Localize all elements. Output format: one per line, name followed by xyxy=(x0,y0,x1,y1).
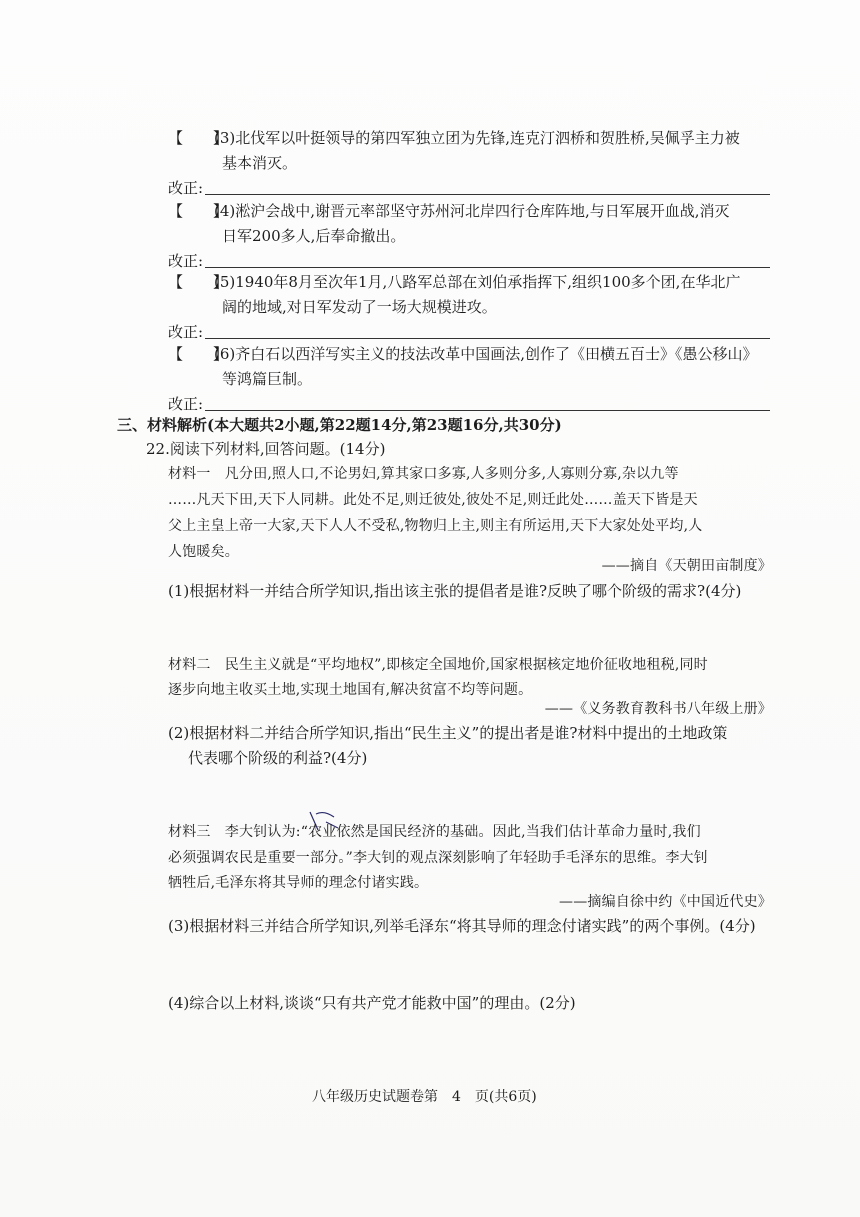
answer-bracket-4[interactable]: 【 】 xyxy=(168,202,229,220)
material-2-source: ——《义务教育教科书八年级上册》 xyxy=(544,701,772,717)
answer-bracket-5[interactable]: 【 】 xyxy=(168,273,229,291)
correction-label-3: 改正: xyxy=(168,179,204,197)
material-2-line2: 逐步向地主收买土地,实现土地国有,解决贫富不均等问题。 xyxy=(168,682,533,698)
material-1-line2: ……凡天下田,天下人同耕。此处不足,则迁彼处,彼处不足,则迁此处……盖天下皆是天 xyxy=(168,492,698,508)
answer-bracket-3[interactable]: 【 】 xyxy=(168,129,229,147)
correction-line-5[interactable] xyxy=(205,338,770,339)
material-3-source: ——摘编自徐中约《中国近代史》 xyxy=(559,894,772,910)
section-3-heading: 三、材料解析(本大题共2小题,第22题14分,第23题16分,共30分) xyxy=(117,416,562,434)
correction-line-3[interactable] xyxy=(205,194,770,195)
correction-label-6: 改正: xyxy=(168,395,204,413)
q22-sub2-line2: 代表哪个阶级的利益?(4分) xyxy=(188,749,368,767)
q22-sub4: (4)综合以上材料,谈谈“只有共产党才能救中国”的理由。(2分) xyxy=(168,994,576,1012)
item-6-line2: 等鸿篇巨制。 xyxy=(222,370,313,388)
item-3-line1: (3)北伐军以叶挺领导的第四军独立团为先锋,连克汀泗桥和贺胜桥,吴佩孚主力被 xyxy=(214,129,740,147)
material-3-line3: 牺牲后,毛泽东将其导师的理念付诸实践。 xyxy=(168,875,429,891)
material-3-line2: 必须强调农民是重要一部分。”李大钊的观点深刻影响了年轻助手毛泽东的思维。李大钊 xyxy=(168,850,708,866)
q22-sub1: (1)根据材料一并结合所学知识,指出该主张的提倡者是谁?反映了哪个阶级的需求?(4分) xyxy=(168,582,742,600)
item-5-line2: 阔的地域,对日军发动了一场大规模进攻。 xyxy=(222,298,497,316)
material-1-line3: 父上主皇上帝一大家,天下人人不受私,物物归上主,则主有所运用,天下大家处处平均,人 xyxy=(168,518,703,534)
item-4-line1: (4)淞沪会战中,谢晋元率部坚守苏州河北岸四行仓库阵地,与日军展开血战,消灭 xyxy=(214,202,730,220)
q22-stem: 22.阅读下列材料,回答问题。(14分) xyxy=(146,440,386,458)
correction-line-4[interactable] xyxy=(205,267,770,268)
material-2-line1: 材料二 民生主义就是“平均地权”,即核定全国地价,国家根据核定地价征收地租税,同时 xyxy=(168,657,708,673)
q22-sub3: (3)根据材料三并结合所学知识,列举毛泽东“将其导师的理念付诸实践”的两个事例。(4分) xyxy=(168,917,756,935)
material-3-line1: 材料三 李大钊认为:“农业依然是国民经济的基础。因此,当我们估计革命力量时,我们 xyxy=(168,824,701,840)
answer-bracket-6[interactable]: 【 】 xyxy=(168,345,229,363)
item-4-line2: 日军200多人,后奉命撤出。 xyxy=(222,227,406,245)
material-1-line1: 材料一 凡分田,照人口,不论男妇,算其家口多寡,人多则分多,人寡则分寡,杂以九等 xyxy=(168,466,679,482)
item-3-line2: 基本消灭。 xyxy=(222,154,298,172)
item-5-line1: (5)1940年8月至次年1月,八路军总部在刘伯承指挥下,组织100多个团,在华北广 xyxy=(214,273,741,291)
correction-label-5: 改正: xyxy=(168,323,204,341)
item-6-line1: (6)齐白石以西洋写实主义的技法改革中国画法,创作了《田横五百士》《愚公移山》 xyxy=(214,345,758,363)
correction-line-6[interactable] xyxy=(205,410,770,411)
material-1-line4: 人饱暖矣。 xyxy=(168,544,239,560)
correction-label-4: 改正: xyxy=(168,252,204,270)
page-footer: 八年级历史试题卷第 4 页(共6页) xyxy=(312,1089,537,1105)
q22-sub2-line1: (2)根据材料二并结合所学知识,指出“民生主义”的提出者是谁?材料中提出的土地政策 xyxy=(168,724,728,742)
material-1-source: ——摘自《天朝田亩制度》 xyxy=(601,558,772,574)
